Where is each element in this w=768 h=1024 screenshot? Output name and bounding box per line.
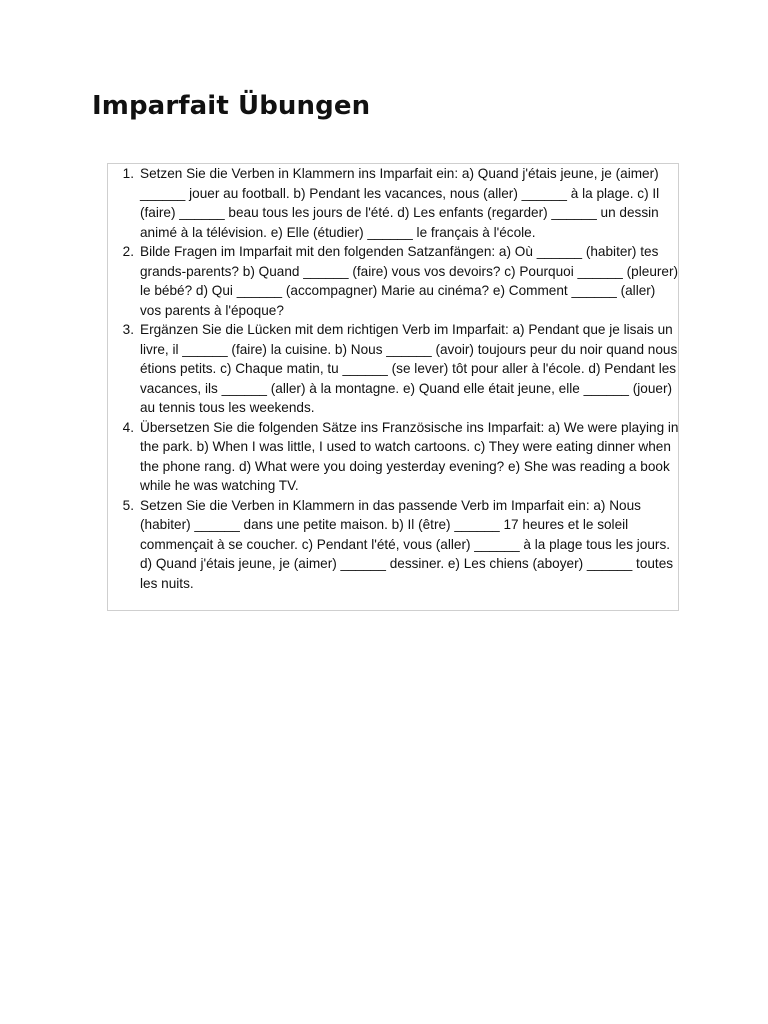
exercise-item-5	[114, 496, 680, 594]
exercise-item-2	[114, 242, 680, 320]
exercise-number: 2.	[122, 244, 134, 259]
exercise-item-1	[114, 164, 680, 242]
exercise-text: Setzen Sie die Verben in Klammern in das passende Verb im Imparfait ein: a) Nous (habiter) ______ dans une petite maison. b) Il (être) ______ 17 heures et le soleil commençait à se coucher. c) Pendant l'été, vous (aller) ______ à la plage tous les jours. d) Quand j'étais jeune, je (aimer) ______ dessiner. e) Les chiens (aboyer) ______ toutes les nuits.	[140, 497, 674, 591]
exercise-text: Bilde Fragen im Imparfait mit den folgenden Satzanfängen: a) Où ______ (habiter) tes grands-parents? b) Quand ______ (faire) vous vos devoirs? c) Pourquoi ______ (pleurer) le bébé? d) Qui ______ (accompagner) Marie au cinéma? e) Comment ______ (aller) vos parents à l'époque?	[140, 244, 679, 318]
exercise-text: Ergänzen Sie die Lücken mit dem richtigen Verb im Imparfait: a) Pendant que je lisais un livre, il ______ (faire) la cuisine. b) Nous ______ (avoir) toujours peur du noir quand nous étions petits. c) Chaque matin, tu ______ (se lever) tôt pour aller à l'école. d) Pendant les vacances, ils ______ (aller) à la montagne. e) Quand elle était jeune, elle ______ (jouer) au tennis tous les weekends.	[140, 322, 678, 415]
exercise-text: Übersetzen Sie die folgenden Sätze ins Französische ins Imparfait: a) We were playing in the park. b) When I was little, I used to watch cartoons. c) They were eating dinner when the phone rang. d) What were you doing yesterday evening? e) She was reading a book while he was watching TV.	[140, 419, 679, 493]
exercise-list	[114, 164, 680, 593]
exercise-item-4	[114, 418, 680, 496]
exercise-number: 5.	[122, 497, 134, 513]
exercise-number: 4.	[122, 419, 134, 435]
page-title: Imparfait Übungen	[92, 91, 371, 121]
exercise-number: 1.	[122, 166, 134, 181]
exercise-item-3	[114, 320, 680, 418]
exercise-number: 3.	[122, 322, 134, 337]
exercise-text: Setzen Sie die Verben in Klammern ins Imparfait ein: a) Quand j'étais jeune, je (aimer) ______ jouer au football. b) Pendant les vacances, nous (aller) ______ à la plage. c) Il (faire) ______ beau tous les jours de l'été. d) Les enfants (regarder) ______ un dessin animé à la télévision. e) Elle (étudier) ______ le français à l'école.	[140, 166, 660, 240]
exercise-box	[107, 163, 679, 611]
